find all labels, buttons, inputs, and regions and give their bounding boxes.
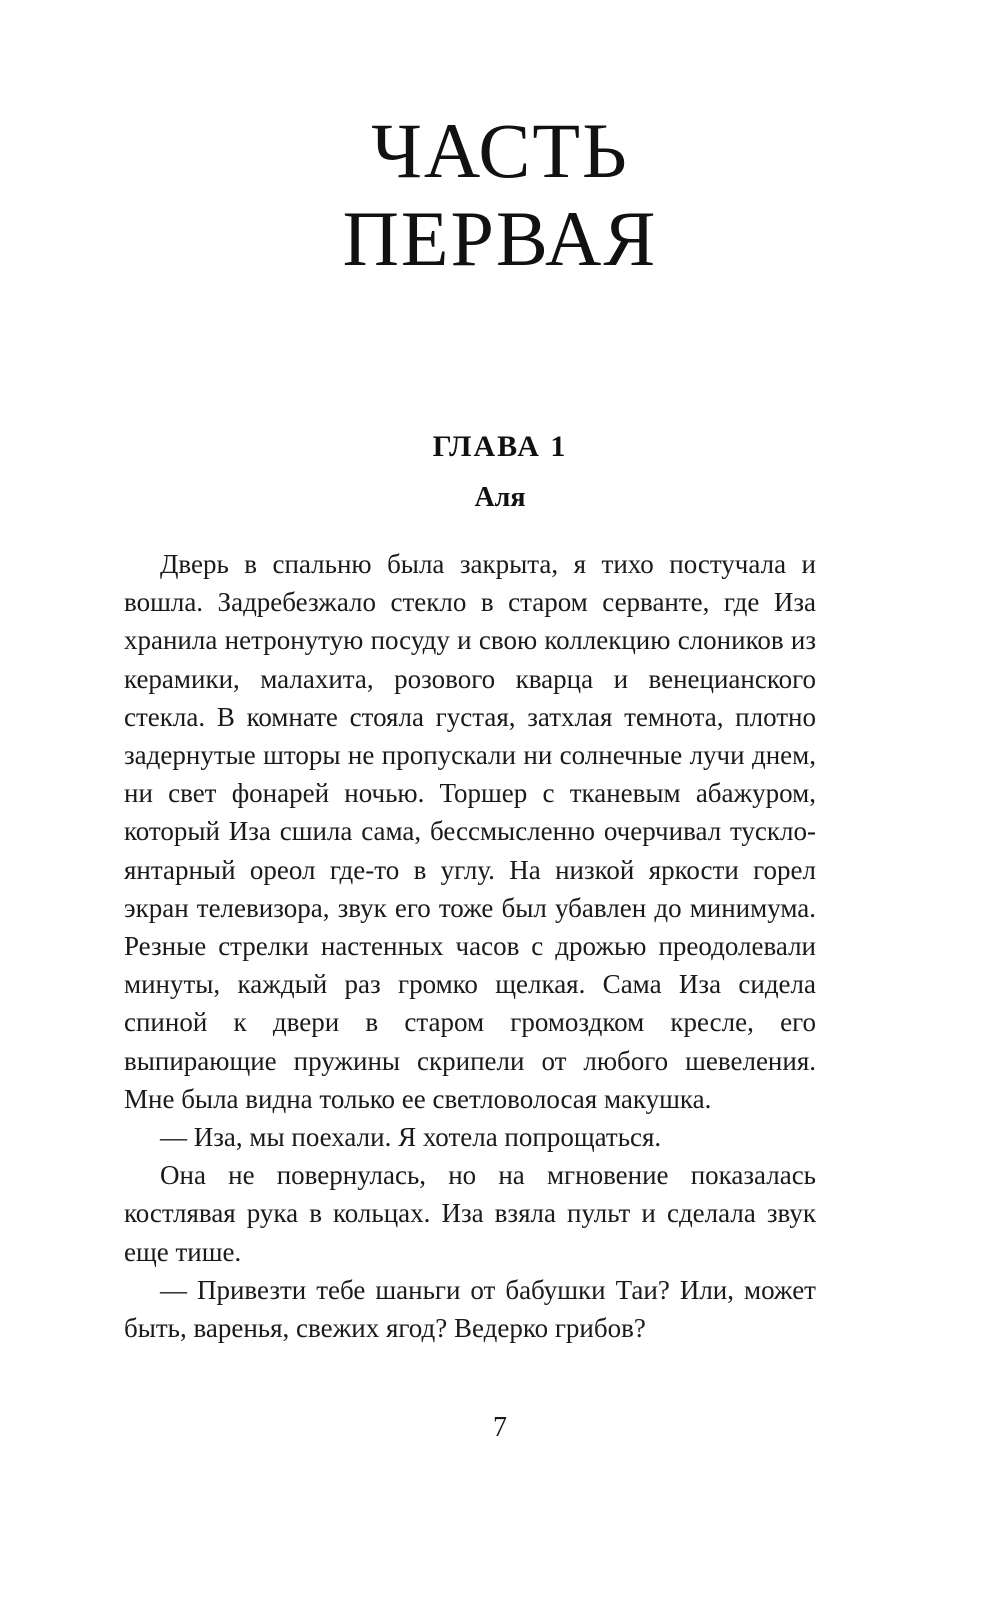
part-title-line-1: ЧАСТЬ	[371, 107, 629, 194]
part-title-line-2: ПЕРВАЯ	[342, 195, 658, 282]
chapter-body	[124, 545, 816, 1347]
paragraph: — Иза, мы поехали. Я хотела попрощаться.	[160, 1122, 662, 1153]
paragraph: — Привезти тебе шаньги от бабушки Таи? Или, может быть, варенья, свежих ягод? Ведерко грибов?	[124, 1274, 816, 1344]
page-number: 7	[493, 1412, 507, 1443]
paragraph: Дверь в спальню была закрыта, я тихо постучала и вошла. Задребезжало стекло в старом серванте, где Иза хранила нетронутую посуду и свою коллекцию слоников из керамики, малахита, розового кварца и венецианского стекла. В комнате стояла густая, затхлая темнота, плотно задернутые шторы не пропускали ни солнечные лучи днем, ни свет фонарей ночью. Торшер с тканевым абажуром, который Иза сшила сама, бессмысленно очерчивал тускло-янтарный ореол где-то в углу. На низкой яркости горел экран телевизора, звук его тоже был убавлен до минимума. Резные стрелки настенных часов с дрожью преодолевали минуты, каждый раз громко щелкая. Сама Иза сидела спиной к двери в старом громоздком кресле, его выпирающие пружины скрипели от любого шевеления. Мне была видна только ее светловолосая макушка.	[124, 549, 816, 1114]
paragraph: Она не повернулась, но на мгновение показалась костлявая рука в кольцах. Иза взяла пульт и сделала звук еще тише.	[124, 1160, 816, 1267]
chapter-title: ГЛАВА 1	[432, 430, 568, 463]
chapter-subtitle: Аля	[474, 482, 526, 513]
